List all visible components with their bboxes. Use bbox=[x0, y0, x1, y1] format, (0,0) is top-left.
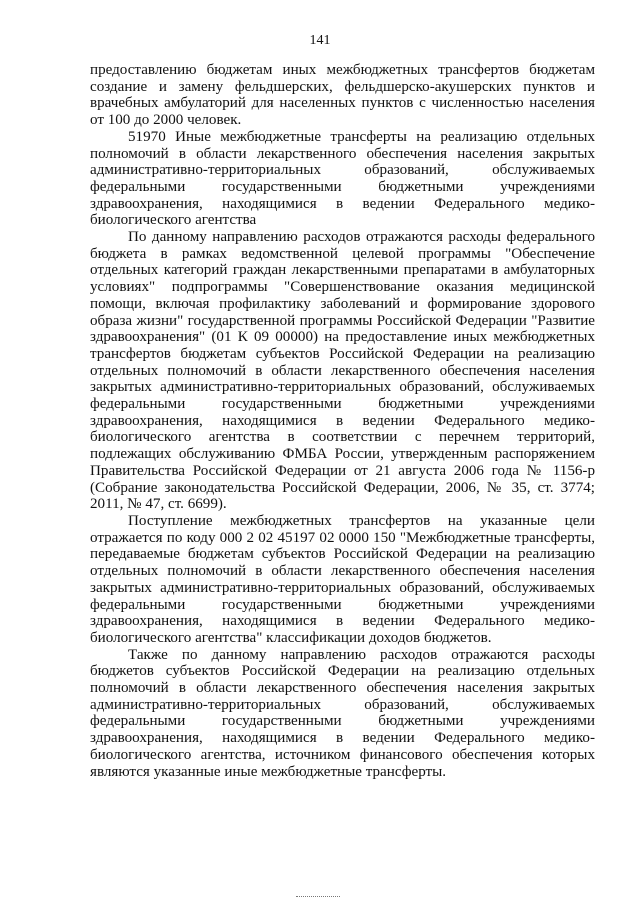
paragraph-expenses-description: По данному направлению расходов отражаются расходы федерального бюджета в рамках ведомственной целевой программы "Обеспечение отдельных категорий граждан лекарственными препаратами в амбулаторных условиях" подпрограммы "Совершенствование оказания медицинской помощи, включая профилактику заболеваний и формирование здорового образа жизни" государственной программы Российской Федерации "Развитие здравоохранения" (01 К 09 00000) на предоставление иных межбюджетных трансфертов бюджетам субъектов Российской Федерации на реализацию отдельных полномочий в области лекарственного обеспечения населения закрытых административно-территориальных образований, обслуживаемых федеральными государственными бюджетными учреждениями здравоохранения, находящимися в ведении Федерального медико-биологического агентства в соответствии с перечнем территорий, подлежащих обслуживанию ФМБА России, утвержденным распоряжением Правительства Российской Федерации от 21 августа 2006 года № 1156-р (Собрание законодательства Российской Федерации, 2006, № 35, ст. 3774; 2011, № 47, ст. 6699). bbox=[90, 229, 595, 513]
document-body bbox=[90, 62, 595, 780]
paragraph-continuation: предоставлению бюджетам иных межбюджетных трансфертов бюджетам создание и замену фельдшерских, фельдшерско-акушерских пунктов и врачебных амбулаторий для населенных пунктов с численностью населения от 100 до 2000 человек. bbox=[90, 62, 595, 129]
scan-edge-mark bbox=[296, 896, 340, 899]
page-number: 141 bbox=[309, 33, 331, 48]
paragraph-51970-heading: 51970 Иные межбюджетные трансферты на реализацию отдельных полномочий в области лекарственного обеспечения населения закрытых административно-территориальных образований, обслуживаемых федеральными государственными бюджетными учреждениями здравоохранения, находящимися в ведении Федерального медико-биологического агентства bbox=[90, 128, 595, 229]
paragraph-revenue-code: Поступление межбюджетных трансфертов на указанные цели отражается по коду 000 2 02 45197 02 0000 150 "Межбюджетные трансферты, передаваемые бюджетам субъектов Российской Федерации на реализацию отдельных полномочий в области лекарственного обеспечения населения закрытых административно-территориальных образований, обслуживаемых федеральными государственными бюджетными учреждениями здравоохранения, находящимися в ведении Федерального медико-биологического агентства" классификации доходов бюджетов. bbox=[90, 512, 595, 646]
paragraph-regional-expenses: Также по данному направлению расходов отражаются расходы бюджетов субъектов Российской Федерации на реализацию отдельных полномочий в области лекарственного обеспечения населения закрытых административно-территориальных образований, обслуживаемых федеральными государственными бюджетными учреждениями здравоохранения, находящимися в ведении Федерального медико-биологического агентства, источником финансового обеспечения которых являются указанные иные межбюджетные трансферты. bbox=[90, 646, 595, 780]
